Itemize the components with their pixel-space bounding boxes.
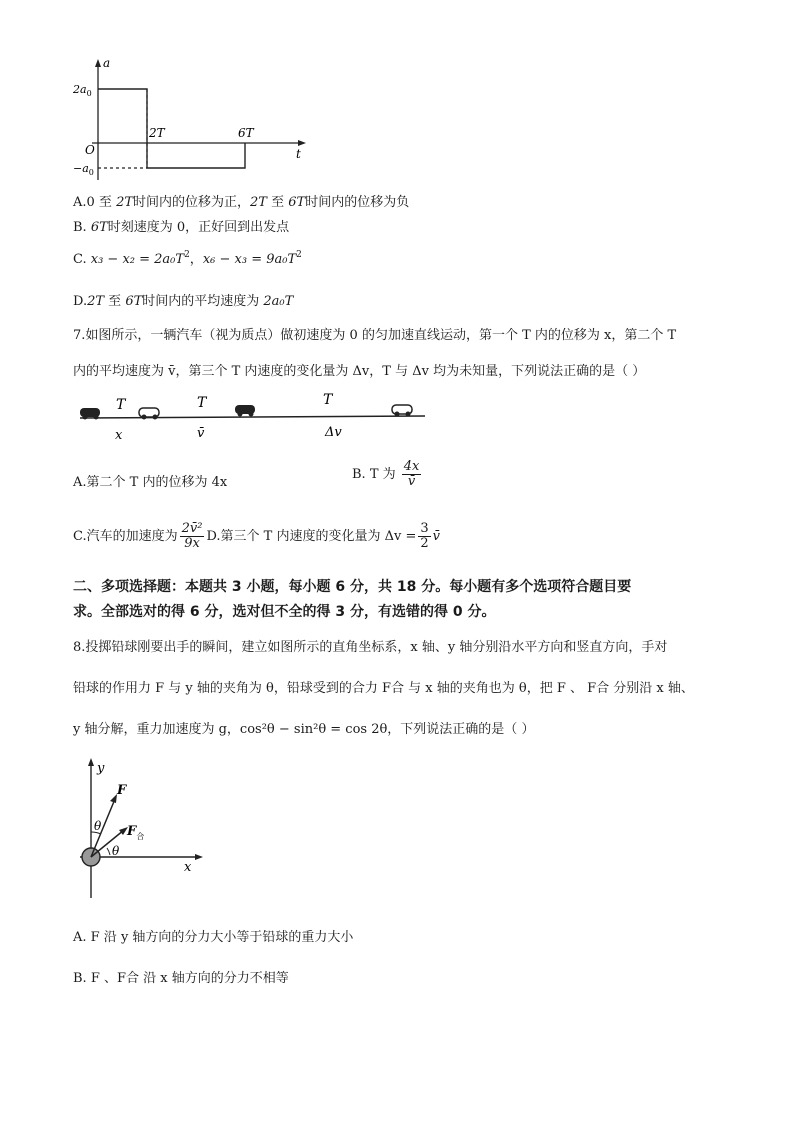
q7c-fraction [180, 522, 205, 551]
q6c-pow-2: 2 [296, 250, 302, 260]
q6a-var-2: 2T [250, 195, 267, 210]
q7-stem-line2: 内的平均速度为 v̄，第三个 T 内速度的变化量为 Δv，T 与 Δv 均为未知量，下列说法正确的是（ ） [73, 364, 646, 379]
q6b-var-1: 6T [90, 220, 108, 235]
q6a-text-4: 时间内的位移为负 [305, 195, 410, 210]
q6-option-d [73, 290, 293, 309]
x-tick-2T: 2T [149, 126, 165, 140]
q6-option-c [73, 248, 302, 267]
q6d-var-1: 2T [87, 294, 105, 309]
theta-label-2: θ [112, 844, 120, 858]
q6d-text-1: D. [73, 294, 88, 309]
svg-text:2a0 [72, 83, 92, 98]
q6c-expr-2: x₆ − x₃ = 9a₀T [202, 252, 297, 267]
force-diagram [72, 752, 212, 902]
q6d-text-2: 至 [104, 294, 126, 309]
interval-label-2: T [197, 395, 207, 411]
q6c-expr-1: x₃ − x₂ = 2a₀T [90, 252, 185, 267]
q6a-var-1: 2T [116, 195, 134, 210]
q7c-text: C.汽车的加速度为 [73, 529, 178, 544]
section-heading-line1: 二、多项选择题：本题共 3 小题，每小题 6 分，共 18 分。每小题有多个选项符合题目要 [73, 579, 632, 595]
q7d-denominator: 2 [420, 536, 429, 551]
resultant-force-label: F [127, 824, 137, 839]
q6b-text-2: 时刻速度为 0，正好回到出发点 [107, 220, 290, 235]
velocity-change-label: Δv [325, 425, 342, 440]
x-axis-label: t [296, 147, 301, 161]
car-icon [235, 405, 255, 417]
car-icon [392, 405, 412, 417]
q8-option-a: A. F 沿 y 轴方向的分力大小等于铅球的重力大小 [73, 930, 354, 945]
q7c-numerator: 2v̄² [181, 521, 203, 536]
q6a-text-1: A.0 至 [73, 195, 117, 210]
x-axis-label: x [184, 860, 192, 875]
svg-text:F合 [126, 824, 144, 841]
q6-option-b [73, 216, 289, 235]
acceleration-time-graph [70, 55, 310, 185]
q6d-text-3: 时间内的平均速度为 [142, 294, 264, 309]
y-tick-top-sub: 0 [86, 89, 92, 98]
q7b-text: B. T 为 [352, 467, 396, 482]
q7d-fraction [418, 522, 430, 551]
y-tick-bottom-sub: 0 [88, 168, 94, 177]
y-tick-top: 2a [73, 83, 87, 96]
x-tick-6T: 6T [238, 126, 254, 140]
q6d-var-2: 6T [125, 294, 143, 309]
origin-label: O [85, 143, 95, 157]
y-tick-bottom: −a [73, 162, 89, 175]
car-motion-figure [75, 392, 430, 444]
q7-option-c [73, 522, 440, 551]
q6d-var-3: 2a₀T [263, 294, 294, 309]
interval-label-3: T [323, 392, 333, 408]
q7b-fraction [402, 460, 422, 489]
q7c-denominator: 9x [184, 536, 200, 551]
theta-label-1: θ [94, 819, 102, 833]
q6c-pow-1: 2 [184, 250, 190, 260]
q7d-after: v̄ [432, 529, 441, 544]
q8-stem-line1: 8.投掷铅球刚要出手的瞬间，建立如图所示的直角坐标系，x 轴、y 轴分别沿水平方向和竖直方向，手对 [73, 640, 668, 655]
q6-option-a [73, 191, 409, 210]
y-axis-label: y [97, 761, 105, 776]
q7b-denominator: v̄ [407, 474, 416, 489]
q7d-text: D.第三个 T 内速度的变化量为 Δv = [206, 529, 417, 544]
q6a-text-3: 至 [266, 195, 289, 210]
q6c-sep: ， [189, 252, 203, 267]
svg-text:−a0 [73, 162, 94, 177]
force-f-label: F [117, 783, 127, 798]
q6b-text-1: B. [73, 220, 91, 235]
y-axis-label: a [103, 56, 111, 70]
avg-velocity-label: v̄ [197, 426, 205, 441]
section-heading-line2: 求。全部选对的得 6 分，选对但不全的得 3 分，有选错的得 0 分。 [73, 604, 496, 620]
displacement-label: x [115, 428, 123, 443]
q8-stem-line3: y 轴分解，重力加速度为 g，cos²θ − sin²θ = cos 2θ，下列说法正确的是（ ） [73, 722, 535, 737]
q7d-numerator: 3 [420, 521, 429, 536]
q8-stem-line2: 铅球的作用力 F 与 y 轴的夹角为 θ，铅球受到的合力 F合 与 x 轴的夹角也为 θ，把 F 、 F合 分别沿 x 轴、 [73, 681, 694, 696]
q7-option-a: A.第二个 T 内的位移为 4x [73, 475, 228, 490]
q8-option-b: B. F 、F合 沿 x 轴方向的分力不相等 [73, 971, 289, 986]
q6a-text-2: 时间内的位移为正， [133, 195, 251, 210]
q6a-var-3: 6T [288, 195, 306, 210]
q7-option-b [352, 460, 423, 489]
resultant-force-sub: 合 [136, 832, 145, 841]
q7-stem-line1: 7.如图所示，一辆汽车（视为质点）做初速度为 0 的匀加速直线运动，第一个 T 内的位移为 x，第二个 T [73, 328, 677, 343]
q6c-label: C. [73, 252, 91, 267]
q7b-numerator: 4x [403, 459, 420, 474]
interval-label-1: T [116, 397, 126, 413]
